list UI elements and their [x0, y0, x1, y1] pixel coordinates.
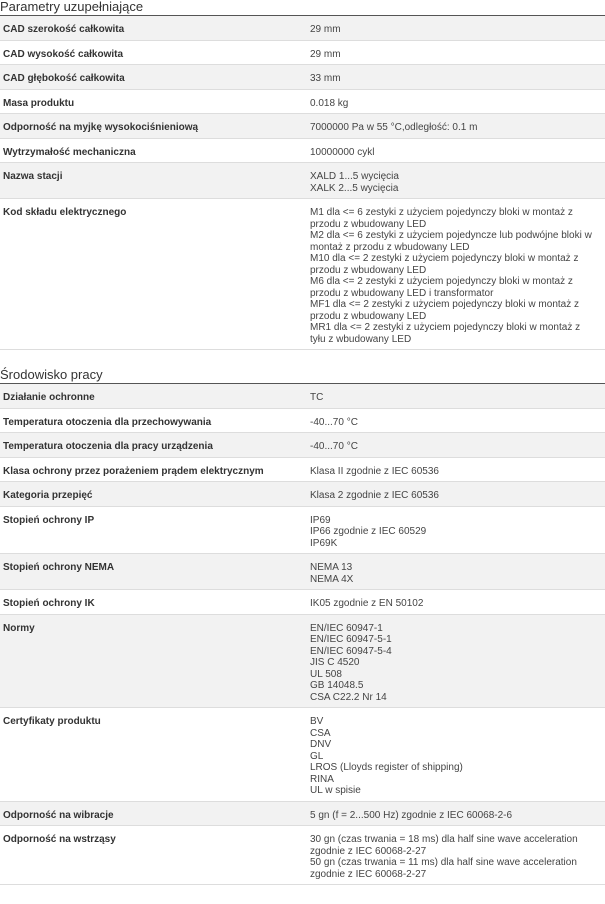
spec-value-line: Klasa II zgodnie z IEC 60536	[310, 465, 439, 477]
spec-label: Stopień ochrony IP	[3, 514, 95, 526]
spec-row	[0, 554, 605, 590]
spec-label: CAD wysokość całkowita	[3, 48, 124, 60]
spec-value-line: TC	[310, 392, 324, 403]
spec-table	[0, 16, 605, 350]
spec-value-line: 29 mm	[310, 48, 341, 60]
spec-row	[0, 65, 605, 90]
spec-value-line: NEMA 4X	[310, 573, 354, 585]
spec-value-line: EN/IEC 60947-5-4	[310, 645, 392, 657]
spec-row	[0, 199, 605, 350]
spec-row	[0, 482, 605, 507]
spec-row	[0, 89, 605, 114]
spec-value-line: -40...70 °C	[310, 416, 358, 428]
spec-value-line: 7000000 Pa w 55 °C,odległość: 0.1 m	[310, 122, 478, 133]
spec-value	[307, 138, 605, 163]
spec-value	[307, 590, 605, 615]
spec-label: Odporność na myjkę wysokociśnieniową	[3, 122, 199, 133]
spec-value-line: montaż z przodu z wbudowany LED	[310, 241, 470, 253]
spec-row	[0, 40, 605, 65]
spec-value-line: M2 dla <= 6 zestyki z użyciem pojedyncze lub podwójne bloki w	[310, 230, 592, 241]
spec-value-line: GL	[310, 750, 324, 762]
spec-label: Odporność na wibracje	[3, 809, 114, 821]
spec-label: Klasa ochrony przez porażeniem prądem elektrycznym	[3, 465, 264, 477]
spec-value-line: IK05 zgodnie z EN 50102	[310, 598, 424, 609]
spec-label: Kategoria przepięć	[3, 490, 93, 501]
spec-row	[0, 163, 605, 199]
spec-label: Temperatura otoczenia dla przechowywania	[3, 416, 212, 428]
spec-row	[0, 384, 605, 408]
section-spacer	[0, 350, 605, 368]
spec-value-line: GB 14048.5	[310, 680, 364, 691]
spec-value	[307, 163, 605, 199]
spec-row	[0, 408, 605, 433]
spec-value	[307, 199, 605, 350]
spec-value-line: 0.018 kg	[310, 97, 349, 109]
spec-row	[0, 433, 605, 458]
spec-value-line: UL 508	[310, 668, 342, 680]
spec-value	[307, 114, 605, 139]
spec-value-line: MR1 dla <= 2 zestyki z użyciem pojedynczy bloki w montaż z	[310, 322, 581, 333]
spec-label: Normy	[3, 622, 35, 634]
spec-value-line: 33 mm	[310, 73, 341, 84]
spec-value-line: M10 dla <= 2 zestyki z użyciem pojedynczy bloki w montaż z	[310, 253, 579, 264]
spec-value-line: IP66 zgodnie z IEC 60529	[310, 526, 427, 537]
spec-value-line: BV	[310, 716, 324, 727]
spec-value	[307, 506, 605, 554]
spec-value-line: M1 dla <= 6 zestyki z użyciem pojedynczy bloki w montaż z	[310, 207, 573, 218]
spec-value	[307, 457, 605, 482]
spec-value	[307, 433, 605, 458]
spec-value	[307, 65, 605, 90]
spec-value-line: XALK 2...5 wycięcia	[310, 182, 399, 194]
spec-value-line: EN/IEC 60947-5-1	[310, 634, 392, 645]
spec-value-line: 10000000 cykl	[310, 146, 375, 158]
spec-row	[0, 590, 605, 615]
spec-value-line: CSA	[310, 727, 331, 739]
spec-row	[0, 16, 605, 40]
spec-value	[307, 826, 605, 885]
spec-value-line: -40...70 °C	[310, 441, 358, 452]
spec-value	[307, 614, 605, 708]
spec-label: Temperatura otoczenia dla pracy urządzenia	[3, 441, 213, 452]
spec-value-line: zgodnie z IEC 60068-2-27	[310, 868, 427, 880]
spec-label: CAD głębokość całkowita	[3, 73, 125, 84]
spec-value-line: zgodnie z IEC 60068-2-27	[310, 845, 427, 857]
spec-row	[0, 614, 605, 708]
spec-row	[0, 826, 605, 885]
spec-label: CAD szerokość całkowita	[3, 24, 125, 35]
spec-value	[307, 40, 605, 65]
spec-value-line: przodu z wbudowany LED	[310, 310, 427, 322]
spec-label: Odporność na wstrząsy	[3, 834, 116, 845]
spec-row	[0, 801, 605, 826]
spec-label: Nazwa stacji	[3, 171, 63, 182]
spec-value	[307, 408, 605, 433]
spec-value	[307, 554, 605, 590]
spec-label: Wytrzymałość mechaniczna	[3, 146, 136, 158]
spec-value-line: XALD 1...5 wycięcia	[310, 171, 399, 182]
spec-value	[307, 384, 605, 408]
spec-value-line: M6 dla <= 2 zestyki z użyciem pojedynczy bloki w montaż z	[310, 276, 573, 287]
spec-value-line: LROS (Lloyds register of shipping)	[310, 762, 463, 773]
spec-value-line: EN/IEC 60947-1	[310, 622, 383, 634]
spec-row	[0, 138, 605, 163]
section-title: Parametry uzupełniające	[0, 0, 605, 16]
spec-value-line: DNV	[310, 739, 332, 750]
spec-value-line: przodu z wbudowany LED	[310, 218, 427, 230]
spec-value-line: MF1 dla <= 2 zestyki z użyciem pojedynczy bloki w montaż z	[310, 299, 579, 310]
spec-label: Stopień ochrony IK	[3, 598, 95, 609]
spec-label: Stopień ochrony NEMA	[3, 562, 115, 573]
spec-value	[307, 482, 605, 507]
spec-value	[307, 708, 605, 802]
spec-row	[0, 457, 605, 482]
spec-value-line: JIS C 4520	[310, 657, 360, 668]
spec-value	[307, 801, 605, 826]
spec-value-line: NEMA 13	[310, 562, 353, 573]
spec-value-line: IP69K	[310, 537, 338, 549]
spec-value	[307, 89, 605, 114]
spec-value-line: CSA C22.2 Nr 14	[310, 691, 387, 703]
spec-value-line: 5 gn (f = 2...500 Hz) zgodnie z IEC 60068-2-6	[310, 809, 513, 821]
spec-table	[0, 384, 605, 885]
section-title: Środowisko pracy	[0, 368, 605, 384]
spec-value-line: 30 gn (czas trwania = 18 ms) dla half sine wave acceleration	[310, 834, 578, 845]
spec-row	[0, 114, 605, 139]
spec-value-line: Klasa 2 zgodnie z IEC 60536	[310, 490, 439, 501]
spec-value-line: przodu z wbudowany LED i transformator	[310, 287, 494, 299]
spec-row	[0, 708, 605, 802]
spec-label: Kod składu elektrycznego	[3, 207, 127, 218]
spec-label: Działanie ochronne	[3, 392, 95, 403]
spec-value-line: tyłu z wbudowany LED	[310, 333, 412, 345]
spec-value	[307, 16, 605, 40]
spec-label: Certyfikaty produktu	[3, 716, 101, 727]
spec-value-line: 29 mm	[310, 24, 341, 35]
spec-value-line: przodu z wbudowany LED	[310, 264, 427, 276]
spec-value-line: UL w spisie	[310, 785, 361, 796]
spec-row	[0, 506, 605, 554]
spec-value-line: IP69	[310, 514, 331, 526]
spec-value-line: 50 gn (czas trwania = 11 ms) dla half sine wave acceleration	[310, 857, 577, 868]
spec-value-line: RINA	[310, 773, 334, 785]
spec-label: Masa produktu	[3, 97, 75, 109]
